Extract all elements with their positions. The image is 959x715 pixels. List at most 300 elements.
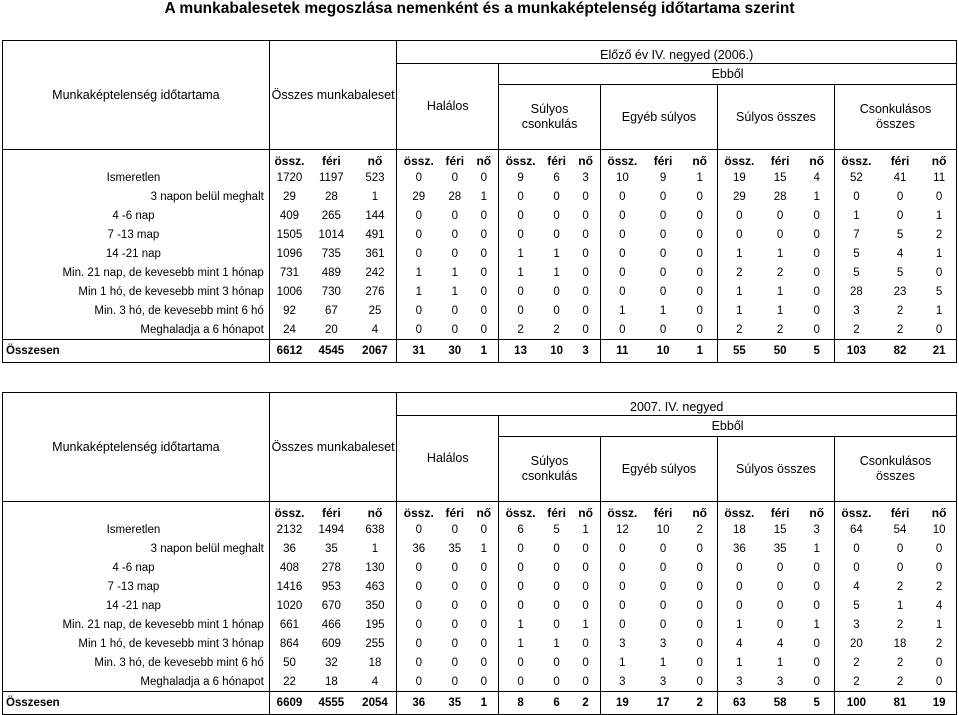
total-cell: 58: [761, 692, 800, 715]
total-cell: 3: [571, 340, 600, 363]
table-cell: 5: [853, 247, 860, 260]
table-cell: 0: [922, 672, 956, 692]
table-cell: 953: [321, 580, 341, 593]
table-cell: 0: [469, 282, 498, 301]
total-cell: 2: [571, 692, 600, 715]
table-cell: 0: [415, 580, 422, 593]
table-cell: 3: [776, 675, 784, 688]
row-label: 3 napon belül meghalt: [3, 187, 270, 206]
table-cell: 24: [283, 323, 296, 336]
table-cell: 35: [448, 542, 462, 555]
table-cell: 1: [922, 615, 956, 634]
table-cell: 15: [773, 523, 787, 536]
table-cell: 4: [799, 168, 834, 187]
severe-total-header: Súlyos összes: [736, 109, 816, 124]
table-cell: 4: [354, 320, 397, 340]
sub-header-female: nő: [354, 150, 397, 169]
total-label: Összesen: [3, 692, 270, 715]
table-cell: 1416: [276, 580, 303, 593]
table-cell: 0: [451, 171, 458, 184]
table-cell: 0: [659, 618, 667, 631]
table-cell: 1: [451, 285, 458, 298]
table-cell: 2: [776, 266, 784, 279]
table-cell: 3: [659, 637, 667, 650]
table-cell: 523: [354, 168, 397, 187]
table-cell: 41: [893, 171, 907, 184]
table-cell: 350: [354, 596, 397, 615]
table-cell: 22: [283, 675, 296, 688]
table-cell: 0: [415, 171, 422, 184]
table-cell: 0: [619, 542, 626, 555]
sub-header-male: féri: [542, 150, 571, 169]
sub-header-female: nő: [922, 502, 956, 521]
table-cell: 0: [571, 244, 600, 263]
row-label: Meghaladja a 6 hónapot: [3, 672, 270, 692]
sub-header-male: féri: [440, 502, 469, 521]
table-cell: 0: [553, 675, 560, 688]
table-cell: 0: [517, 656, 524, 669]
table-row: [3, 634, 957, 653]
table-cell: 1: [415, 285, 422, 298]
table-cell: 0: [776, 580, 784, 593]
table-cell: 23: [893, 285, 907, 298]
total-cell: 10: [644, 340, 683, 363]
table-cell: 0: [469, 225, 498, 244]
table-cell: 0: [553, 209, 560, 222]
table-cell: 731: [279, 266, 300, 279]
table-cell: 0: [659, 190, 667, 203]
table-cell: 265: [321, 209, 341, 222]
of-which-header: Ebből: [711, 418, 744, 433]
table-cell: 0: [682, 225, 717, 244]
total-cell: 63: [717, 692, 760, 715]
total-cell: 30: [440, 340, 469, 363]
fatal-header: Halálos: [426, 99, 469, 113]
table-row: [3, 320, 957, 340]
table-cell: 0: [799, 244, 834, 263]
total-cell: 2067: [354, 340, 397, 363]
severe-mutilation-header: Súlyos csonkulás: [521, 454, 578, 483]
table-cell: 2: [553, 323, 560, 336]
table-row: [3, 187, 957, 206]
total-row: [3, 692, 957, 715]
table-cell: 1: [799, 615, 834, 634]
sub-header-male: féri: [878, 150, 922, 169]
fatal-header: Halálos: [426, 451, 469, 465]
table-cell: 3: [571, 168, 600, 187]
table-cell: 0: [517, 599, 524, 612]
table-cell: 0: [451, 580, 458, 593]
table-cell: 0: [799, 206, 834, 225]
total-cell: 13: [499, 340, 542, 363]
row-label: Min. 21 nap, de kevesebb mint 1 hónap: [3, 263, 270, 282]
sub-header-total: össz.: [397, 150, 440, 169]
total-cell: 19: [600, 692, 643, 715]
table-row: [3, 301, 957, 320]
row-label: Ismeretlen: [3, 520, 270, 539]
table-cell: 12: [615, 523, 629, 536]
table-cell: 0: [517, 190, 524, 203]
table-cell: 0: [517, 228, 524, 241]
table-cell: 2: [776, 323, 784, 336]
table-cell: 0: [571, 577, 600, 596]
table-cell: 1: [736, 247, 743, 260]
table-cell: 0: [415, 561, 422, 574]
table-cell: 491: [354, 225, 397, 244]
table-cell: 0: [736, 580, 743, 593]
table-cell: 4: [354, 672, 397, 692]
row-label: 7 -13 map: [3, 225, 270, 244]
table-cell: 3: [659, 675, 667, 688]
table-cell: 1: [517, 618, 524, 631]
table-cell: 29: [412, 190, 426, 203]
table-cell: 0: [799, 225, 834, 244]
table-cell: 35: [324, 542, 338, 555]
table-cell: 361: [354, 244, 397, 263]
table-cell: 0: [659, 228, 667, 241]
table-cell: 1: [736, 304, 743, 317]
table-cell: 2: [896, 304, 904, 317]
table-cell: 0: [571, 206, 600, 225]
table-cell: 0: [415, 323, 422, 336]
table-cell: 18: [732, 523, 746, 536]
table-cell: 0: [553, 599, 560, 612]
table-cell: 0: [922, 263, 956, 282]
table-cell: 1: [776, 656, 784, 669]
table-cell: 195: [354, 615, 397, 634]
table-cell: 0: [799, 301, 834, 320]
table-block-2006: [2, 40, 957, 363]
table-cell: 18: [354, 653, 397, 672]
table-cell: 4: [922, 596, 956, 615]
table-cell: 0: [451, 561, 458, 574]
table-cell: 0: [469, 520, 498, 539]
table-row: [3, 282, 957, 301]
table-cell: 0: [451, 304, 458, 317]
of-which-header: Ebből: [711, 66, 744, 81]
row-label: Min. 3 hó, de kevesebb mint 6 hó: [3, 653, 270, 672]
table-cell: 0: [415, 656, 422, 669]
table-cell: 29: [283, 190, 296, 203]
table-cell: 1: [451, 266, 458, 279]
table-cell: 4: [776, 637, 784, 650]
total-cell: 31: [397, 340, 440, 363]
table-cell: 7: [853, 228, 860, 241]
table-cell: 242: [354, 263, 397, 282]
table-cell: 2: [736, 266, 743, 279]
table-cell: 0: [451, 323, 458, 336]
table-cell: 2: [922, 225, 956, 244]
table-cell: 0: [451, 599, 458, 612]
table-cell: 409: [279, 209, 300, 222]
table-cell: 1: [517, 637, 524, 650]
table-cell: 2: [896, 323, 904, 336]
table-row: [3, 244, 957, 263]
table-cell: 5: [853, 599, 860, 612]
table-cell: 0: [451, 637, 458, 650]
table-cell: 32: [324, 656, 338, 669]
page-title: A munkabalesetek megoszlása nemenként és a munkaképtelenség időtartama szerint: [164, 0, 795, 17]
row-label: Min 1 hó, de kevesebb mint 3 hónap: [3, 634, 270, 653]
table-cell: 0: [517, 285, 524, 298]
table-cell: 1494: [318, 523, 345, 536]
table-cell: 1: [571, 520, 600, 539]
table-cell: 0: [517, 675, 524, 688]
table-cell: 1: [922, 301, 956, 320]
table-cell: 0: [853, 190, 860, 203]
sub-header-male: féri: [644, 150, 683, 169]
table-cell: 0: [553, 618, 560, 631]
table-cell: 661: [279, 618, 300, 631]
total-cell: 103: [835, 340, 878, 363]
table-cell: 0: [776, 599, 784, 612]
table-cell: 0: [553, 304, 560, 317]
table-cell: 0: [799, 263, 834, 282]
row-label: Min. 21 nap, de kevesebb mint 1 hónap: [3, 615, 270, 634]
table-cell: 1505: [276, 228, 303, 241]
table-cell: 0: [776, 618, 784, 631]
table-cell: 36: [732, 542, 746, 555]
table-cell: 1: [553, 637, 560, 650]
table-cell: 2132: [276, 523, 303, 536]
table-cell: 0: [853, 542, 860, 555]
table-cell: 0: [517, 561, 524, 574]
row-label: 14 -21 nap: [3, 596, 270, 615]
total-accidents-header: Összes munkabaleset: [271, 439, 395, 454]
sub-header-male: féri: [440, 150, 469, 169]
duration-header: Munkaképtelenség időtartama: [52, 87, 220, 102]
total-cell: 81: [878, 692, 922, 715]
row-label: Min 1 hó, de kevesebb mint 3 hónap: [3, 282, 270, 301]
table-cell: 9: [659, 171, 667, 184]
total-cell: 8: [499, 692, 542, 715]
table-cell: 0: [776, 561, 784, 574]
sub-header-total: össz.: [499, 150, 542, 169]
table-cell: 408: [279, 561, 300, 574]
sub-header-male: féri: [644, 502, 683, 521]
table-cell: 5: [922, 282, 956, 301]
table-row: [3, 558, 957, 577]
table-cell: 1: [659, 656, 667, 669]
accident-table: [2, 40, 957, 363]
table-cell: 0: [619, 323, 626, 336]
table-cell: 0: [469, 634, 498, 653]
table-cell: 0: [799, 672, 834, 692]
total-cell: 55: [717, 340, 760, 363]
table-cell: 0: [896, 209, 904, 222]
table-cell: 11: [922, 168, 956, 187]
table-cell: 0: [682, 653, 717, 672]
sub-header-male: féri: [542, 502, 571, 521]
sub-header-total: össz.: [269, 502, 309, 521]
table-cell: 1: [799, 539, 834, 558]
table-cell: 1014: [318, 228, 345, 241]
sub-header-male: féri: [761, 150, 800, 169]
sub-header-male: féri: [309, 502, 353, 521]
table-cell: 130: [354, 558, 397, 577]
table-cell: 670: [321, 599, 341, 612]
table-cell: 0: [571, 558, 600, 577]
table-cell: 28: [448, 190, 462, 203]
sub-header-female: nő: [571, 502, 600, 521]
total-row: [3, 340, 957, 363]
table-cell: 0: [736, 599, 743, 612]
table-cell: 0: [553, 228, 560, 241]
table-cell: 0: [553, 580, 560, 593]
total-cell: 5: [799, 692, 834, 715]
sub-header-total: össz.: [835, 150, 878, 169]
table-cell: 0: [553, 285, 560, 298]
table-cell: 0: [469, 263, 498, 282]
mutilation-total-header: Csonkulásos összes: [859, 102, 932, 131]
table-cell: 0: [571, 282, 600, 301]
sub-header-total: össz.: [717, 150, 760, 169]
table-cell: 0: [896, 542, 904, 555]
table-cell: 0: [659, 285, 667, 298]
sub-header-total: össz.: [835, 502, 878, 521]
row-label: Meghaladja a 6 hónapot: [3, 320, 270, 340]
sub-header-male: féri: [309, 150, 353, 169]
total-cell: 10: [542, 340, 571, 363]
table-cell: 0: [553, 656, 560, 669]
sub-header-male: féri: [878, 502, 922, 521]
table-cell: 0: [469, 168, 498, 187]
table-cell: 3: [619, 675, 626, 688]
table-cell: 0: [571, 187, 600, 206]
table-cell: 1006: [276, 285, 303, 298]
table-cell: 1096: [276, 247, 303, 260]
table-cell: 1: [469, 539, 498, 558]
row-label: 14 -21 nap: [3, 244, 270, 263]
sub-header-total: össz.: [269, 150, 309, 169]
row-label: 3 napon belül meghalt: [3, 539, 270, 558]
table-cell: 463: [354, 577, 397, 596]
table-cell: 0: [736, 228, 743, 241]
table-cell: 1: [354, 539, 397, 558]
table-cell: 1: [776, 304, 784, 317]
table-cell: 1: [517, 247, 524, 260]
table-cell: 1: [354, 187, 397, 206]
table-cell: 1: [619, 304, 626, 317]
table-cell: 0: [922, 187, 956, 206]
table-cell: 29: [732, 190, 746, 203]
table-cell: 0: [571, 672, 600, 692]
table-cell: 3: [853, 618, 860, 631]
table-cell: 3: [619, 637, 626, 650]
table-cell: 466: [321, 618, 341, 631]
table-cell: 0: [469, 653, 498, 672]
table-cell: 0: [553, 542, 560, 555]
table-cell: 0: [451, 228, 458, 241]
row-label: Min. 3 hó, de kevesebb mint 6 hó: [3, 301, 270, 320]
table-cell: 1: [571, 615, 600, 634]
table-cell: 2: [853, 323, 860, 336]
table-cell: 0: [469, 244, 498, 263]
total-cell: 4555: [309, 692, 353, 715]
sub-header-total: össz.: [397, 502, 440, 521]
total-cell: 6609: [269, 692, 309, 715]
table-cell: 36: [412, 542, 426, 555]
table-cell: 0: [736, 209, 743, 222]
table-cell: 638: [354, 520, 397, 539]
table-cell: 0: [415, 675, 422, 688]
sub-header-female: nő: [571, 150, 600, 169]
table-cell: 1: [682, 168, 717, 187]
table-cell: 0: [451, 209, 458, 222]
table-cell: 730: [321, 285, 341, 298]
table-cell: 0: [469, 596, 498, 615]
table-cell: 2: [922, 634, 956, 653]
table-cell: 1: [517, 266, 524, 279]
table-cell: 4: [896, 247, 904, 260]
table-cell: 2: [896, 656, 904, 669]
table-cell: 10: [615, 171, 629, 184]
total-cell: 11: [600, 340, 643, 363]
table-cell: 0: [659, 542, 667, 555]
table-cell: 28: [324, 190, 338, 203]
table-cell: 0: [922, 653, 956, 672]
table-row: [3, 596, 957, 615]
sub-header-total: össz.: [499, 502, 542, 521]
table-cell: 2: [682, 520, 717, 539]
table-cell: 2: [853, 675, 860, 688]
table-cell: 489: [321, 266, 341, 279]
table-cell: 6: [517, 523, 524, 536]
table-cell: 92: [283, 304, 296, 317]
total-cell: 21: [922, 340, 956, 363]
table-cell: 0: [415, 637, 422, 650]
table-cell: 10: [656, 523, 670, 536]
table-cell: 0: [659, 323, 667, 336]
row-label: 4 -6 nap: [3, 206, 270, 225]
sub-header-total: össz.: [717, 502, 760, 521]
table-cell: 18: [893, 637, 907, 650]
table-cell: 1: [736, 618, 743, 631]
table-cell: 0: [799, 634, 834, 653]
table-cell: 0: [682, 282, 717, 301]
table-cell: 10: [922, 520, 956, 539]
table-cell: 0: [682, 615, 717, 634]
table-cell: 0: [736, 561, 743, 574]
table-cell: 1: [415, 266, 422, 279]
table-cell: 0: [619, 209, 626, 222]
table-cell: 0: [659, 580, 667, 593]
table-cell: 36: [283, 542, 296, 555]
table-cell: 1: [896, 599, 904, 612]
table-cell: 0: [682, 634, 717, 653]
table-cell: 0: [922, 320, 956, 340]
table-row: [3, 520, 957, 539]
total-cell: 17: [644, 692, 683, 715]
table-cell: 28: [773, 190, 787, 203]
table-cell: 0: [469, 558, 498, 577]
total-cell: 4545: [309, 340, 353, 363]
table-cell: 0: [469, 672, 498, 692]
table-cell: 0: [415, 523, 422, 536]
table-cell: 2: [517, 323, 524, 336]
table-cell: 5: [896, 266, 904, 279]
total-cell: 6: [542, 692, 571, 715]
table-cell: 0: [571, 653, 600, 672]
table-cell: 735: [321, 247, 341, 260]
table-cell: 52: [850, 171, 863, 184]
table-row: [3, 168, 957, 187]
table-cell: 0: [922, 539, 956, 558]
table-cell: 2: [896, 618, 904, 631]
total-label: Összesen: [3, 340, 270, 363]
table-cell: 0: [659, 266, 667, 279]
total-cell: 2: [682, 692, 717, 715]
